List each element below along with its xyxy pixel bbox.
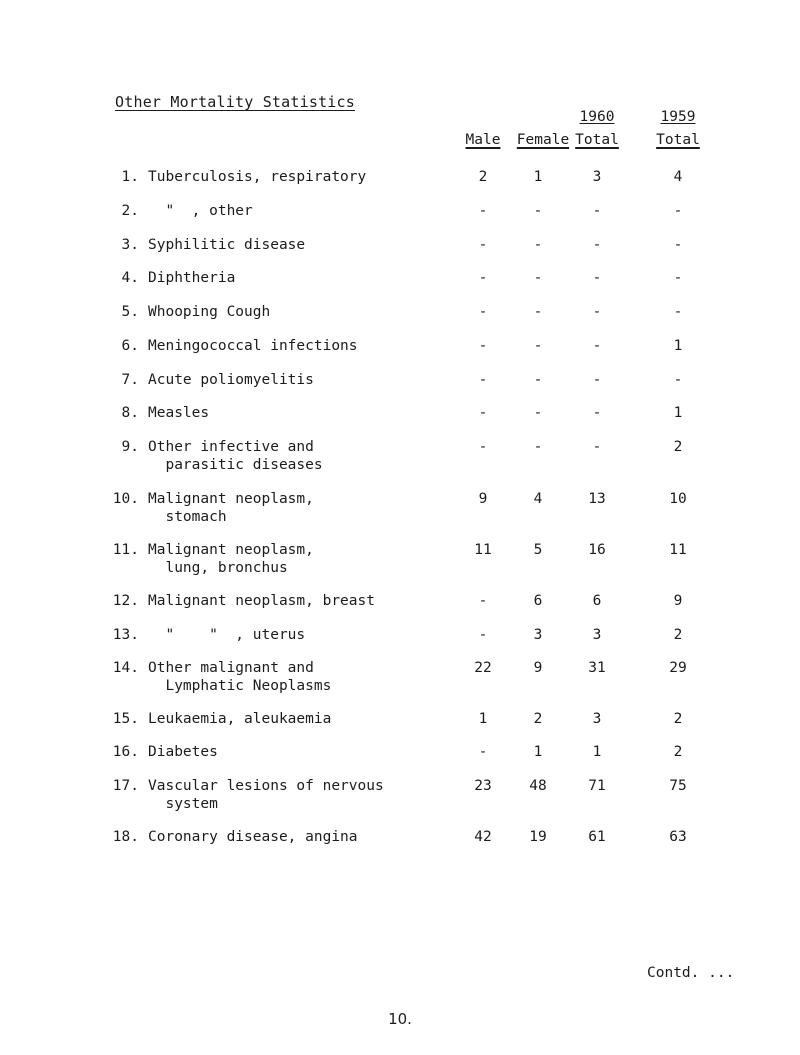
cell-total-1959: 10 bbox=[669, 491, 687, 507]
row-label: Tuberculosis, respiratory bbox=[148, 169, 367, 185]
header-year-1959: 1959 bbox=[660, 109, 696, 125]
cell-male: 1 bbox=[478, 711, 488, 727]
cell-female: - bbox=[533, 439, 543, 455]
row-label: Diabetes bbox=[148, 744, 218, 760]
cell-female: - bbox=[533, 338, 543, 354]
cell-male: - bbox=[478, 439, 488, 455]
cell-total-1960: - bbox=[592, 304, 602, 320]
cell-female: 3 bbox=[533, 627, 543, 643]
row-label: Malignant neoplasm, lung, bronchus bbox=[148, 542, 314, 576]
row-number: 17. bbox=[112, 778, 139, 794]
row-label: Malignant neoplasm, breast bbox=[148, 593, 375, 609]
row-number: 11. bbox=[112, 542, 139, 558]
cell-total-1959: 1 bbox=[673, 338, 683, 354]
row-label: Other infective and parasitic diseases bbox=[148, 439, 323, 473]
row-number: 13. bbox=[112, 627, 139, 643]
cell-total-1959: - bbox=[673, 203, 683, 219]
row-number: 5. bbox=[121, 304, 139, 320]
row-number: 15. bbox=[112, 711, 139, 727]
header-female: Female bbox=[516, 132, 570, 148]
cell-total-1960: 31 bbox=[588, 660, 606, 676]
cell-male: 42 bbox=[474, 829, 492, 845]
cell-total-1959: 2 bbox=[673, 744, 683, 760]
cell-total-1959: 2 bbox=[673, 439, 683, 455]
row-number: 16. bbox=[112, 744, 139, 760]
row-label: " , other bbox=[148, 203, 253, 219]
cell-total-1960: - bbox=[592, 405, 602, 421]
row-number: 14. bbox=[112, 660, 139, 676]
cell-total-1959: 2 bbox=[673, 711, 683, 727]
cell-total-1959: 75 bbox=[669, 778, 687, 794]
row-number: 12. bbox=[112, 593, 139, 609]
cell-female: 5 bbox=[533, 542, 543, 558]
cell-total-1959: 1 bbox=[673, 405, 683, 421]
cell-total-1960: - bbox=[592, 338, 602, 354]
row-label: Whooping Cough bbox=[148, 304, 271, 320]
cell-male: - bbox=[478, 237, 488, 253]
cell-total-1960: - bbox=[592, 270, 602, 286]
row-label: " " , uterus bbox=[148, 627, 306, 643]
cell-total-1959: 63 bbox=[669, 829, 687, 845]
cell-total-1960: 16 bbox=[588, 542, 606, 558]
cell-female: 6 bbox=[533, 593, 543, 609]
cell-male: 22 bbox=[474, 660, 492, 676]
cell-total-1960: - bbox=[592, 203, 602, 219]
row-number: 4. bbox=[121, 270, 139, 286]
row-number: 7. bbox=[121, 372, 139, 388]
page-number: 10. bbox=[388, 1010, 412, 1028]
cell-female: 1 bbox=[533, 744, 543, 760]
cell-male: - bbox=[478, 744, 488, 760]
cell-total-1960: 1 bbox=[592, 744, 602, 760]
row-label: Syphilitic disease bbox=[148, 237, 306, 253]
cell-female: - bbox=[533, 203, 543, 219]
row-number: 10. bbox=[112, 491, 139, 507]
cell-male: - bbox=[478, 270, 488, 286]
cell-total-1960: - bbox=[592, 439, 602, 455]
cell-total-1960: 3 bbox=[592, 711, 602, 727]
cell-female: 48 bbox=[529, 778, 547, 794]
cell-total-1960: 13 bbox=[588, 491, 606, 507]
row-label: Diphtheria bbox=[148, 270, 236, 286]
cell-female: 2 bbox=[533, 711, 543, 727]
cell-male: - bbox=[478, 338, 488, 354]
cell-male: - bbox=[478, 593, 488, 609]
row-label: Measles bbox=[148, 405, 210, 421]
cell-total-1960: - bbox=[592, 372, 602, 388]
cell-total-1959: - bbox=[673, 237, 683, 253]
cell-female: 1 bbox=[533, 169, 543, 185]
row-label: Meningococcal infections bbox=[148, 338, 358, 354]
row-number: 3. bbox=[121, 237, 139, 253]
cell-male: 2 bbox=[478, 169, 488, 185]
header-year-1960: 1960 bbox=[579, 109, 615, 125]
cell-male: 23 bbox=[474, 778, 492, 794]
cell-total-1960: - bbox=[592, 237, 602, 253]
row-label: Vascular lesions of nervous system bbox=[148, 778, 384, 812]
cell-female: 9 bbox=[533, 660, 543, 676]
cell-total-1960: 6 bbox=[592, 593, 602, 609]
cell-total-1959: 9 bbox=[673, 593, 683, 609]
row-number: 8. bbox=[121, 405, 139, 421]
cell-total-1959: - bbox=[673, 304, 683, 320]
cell-female: - bbox=[533, 304, 543, 320]
cell-female: - bbox=[533, 405, 543, 421]
cell-total-1959: 29 bbox=[669, 660, 687, 676]
cell-female: 19 bbox=[529, 829, 547, 845]
cell-male: - bbox=[478, 372, 488, 388]
row-label: Acute poliomyelitis bbox=[148, 372, 314, 388]
cell-total-1959: 11 bbox=[669, 542, 687, 558]
row-number: 18. bbox=[112, 829, 139, 845]
header-male: Male bbox=[465, 132, 501, 148]
row-label: Malignant neoplasm, stomach bbox=[148, 491, 314, 525]
row-number: 1. bbox=[121, 169, 139, 185]
header-total-1960: Total bbox=[575, 132, 619, 148]
row-number: 9. bbox=[121, 439, 139, 455]
header-total-1959: Total bbox=[656, 132, 700, 148]
cell-male: - bbox=[478, 203, 488, 219]
cell-total-1960: 61 bbox=[588, 829, 606, 845]
row-number: 6. bbox=[121, 338, 139, 354]
cell-female: - bbox=[533, 237, 543, 253]
row-label: Coronary disease, angina bbox=[148, 829, 358, 845]
cell-total-1960: 3 bbox=[592, 169, 602, 185]
cell-total-1959: 4 bbox=[673, 169, 683, 185]
cell-male: 9 bbox=[478, 491, 488, 507]
cell-total-1960: 71 bbox=[588, 778, 606, 794]
cell-male: - bbox=[478, 405, 488, 421]
row-label: Other malignant and Lymphatic Neoplasms bbox=[148, 660, 332, 694]
cell-female: - bbox=[533, 372, 543, 388]
cell-male: - bbox=[478, 627, 488, 643]
continued-note: Contd. ... bbox=[647, 965, 735, 981]
cell-total-1959: - bbox=[673, 270, 683, 286]
row-label: Leukaemia, aleukaemia bbox=[148, 711, 332, 727]
cell-male: 11 bbox=[474, 542, 492, 558]
cell-total-1959: 2 bbox=[673, 627, 683, 643]
row-number: 2. bbox=[121, 203, 139, 219]
page-title: Other Mortality Statistics bbox=[115, 93, 355, 111]
cell-female: 4 bbox=[533, 491, 543, 507]
cell-total-1959: - bbox=[673, 372, 683, 388]
cell-male: - bbox=[478, 304, 488, 320]
cell-female: - bbox=[533, 270, 543, 286]
cell-total-1960: 3 bbox=[592, 627, 602, 643]
